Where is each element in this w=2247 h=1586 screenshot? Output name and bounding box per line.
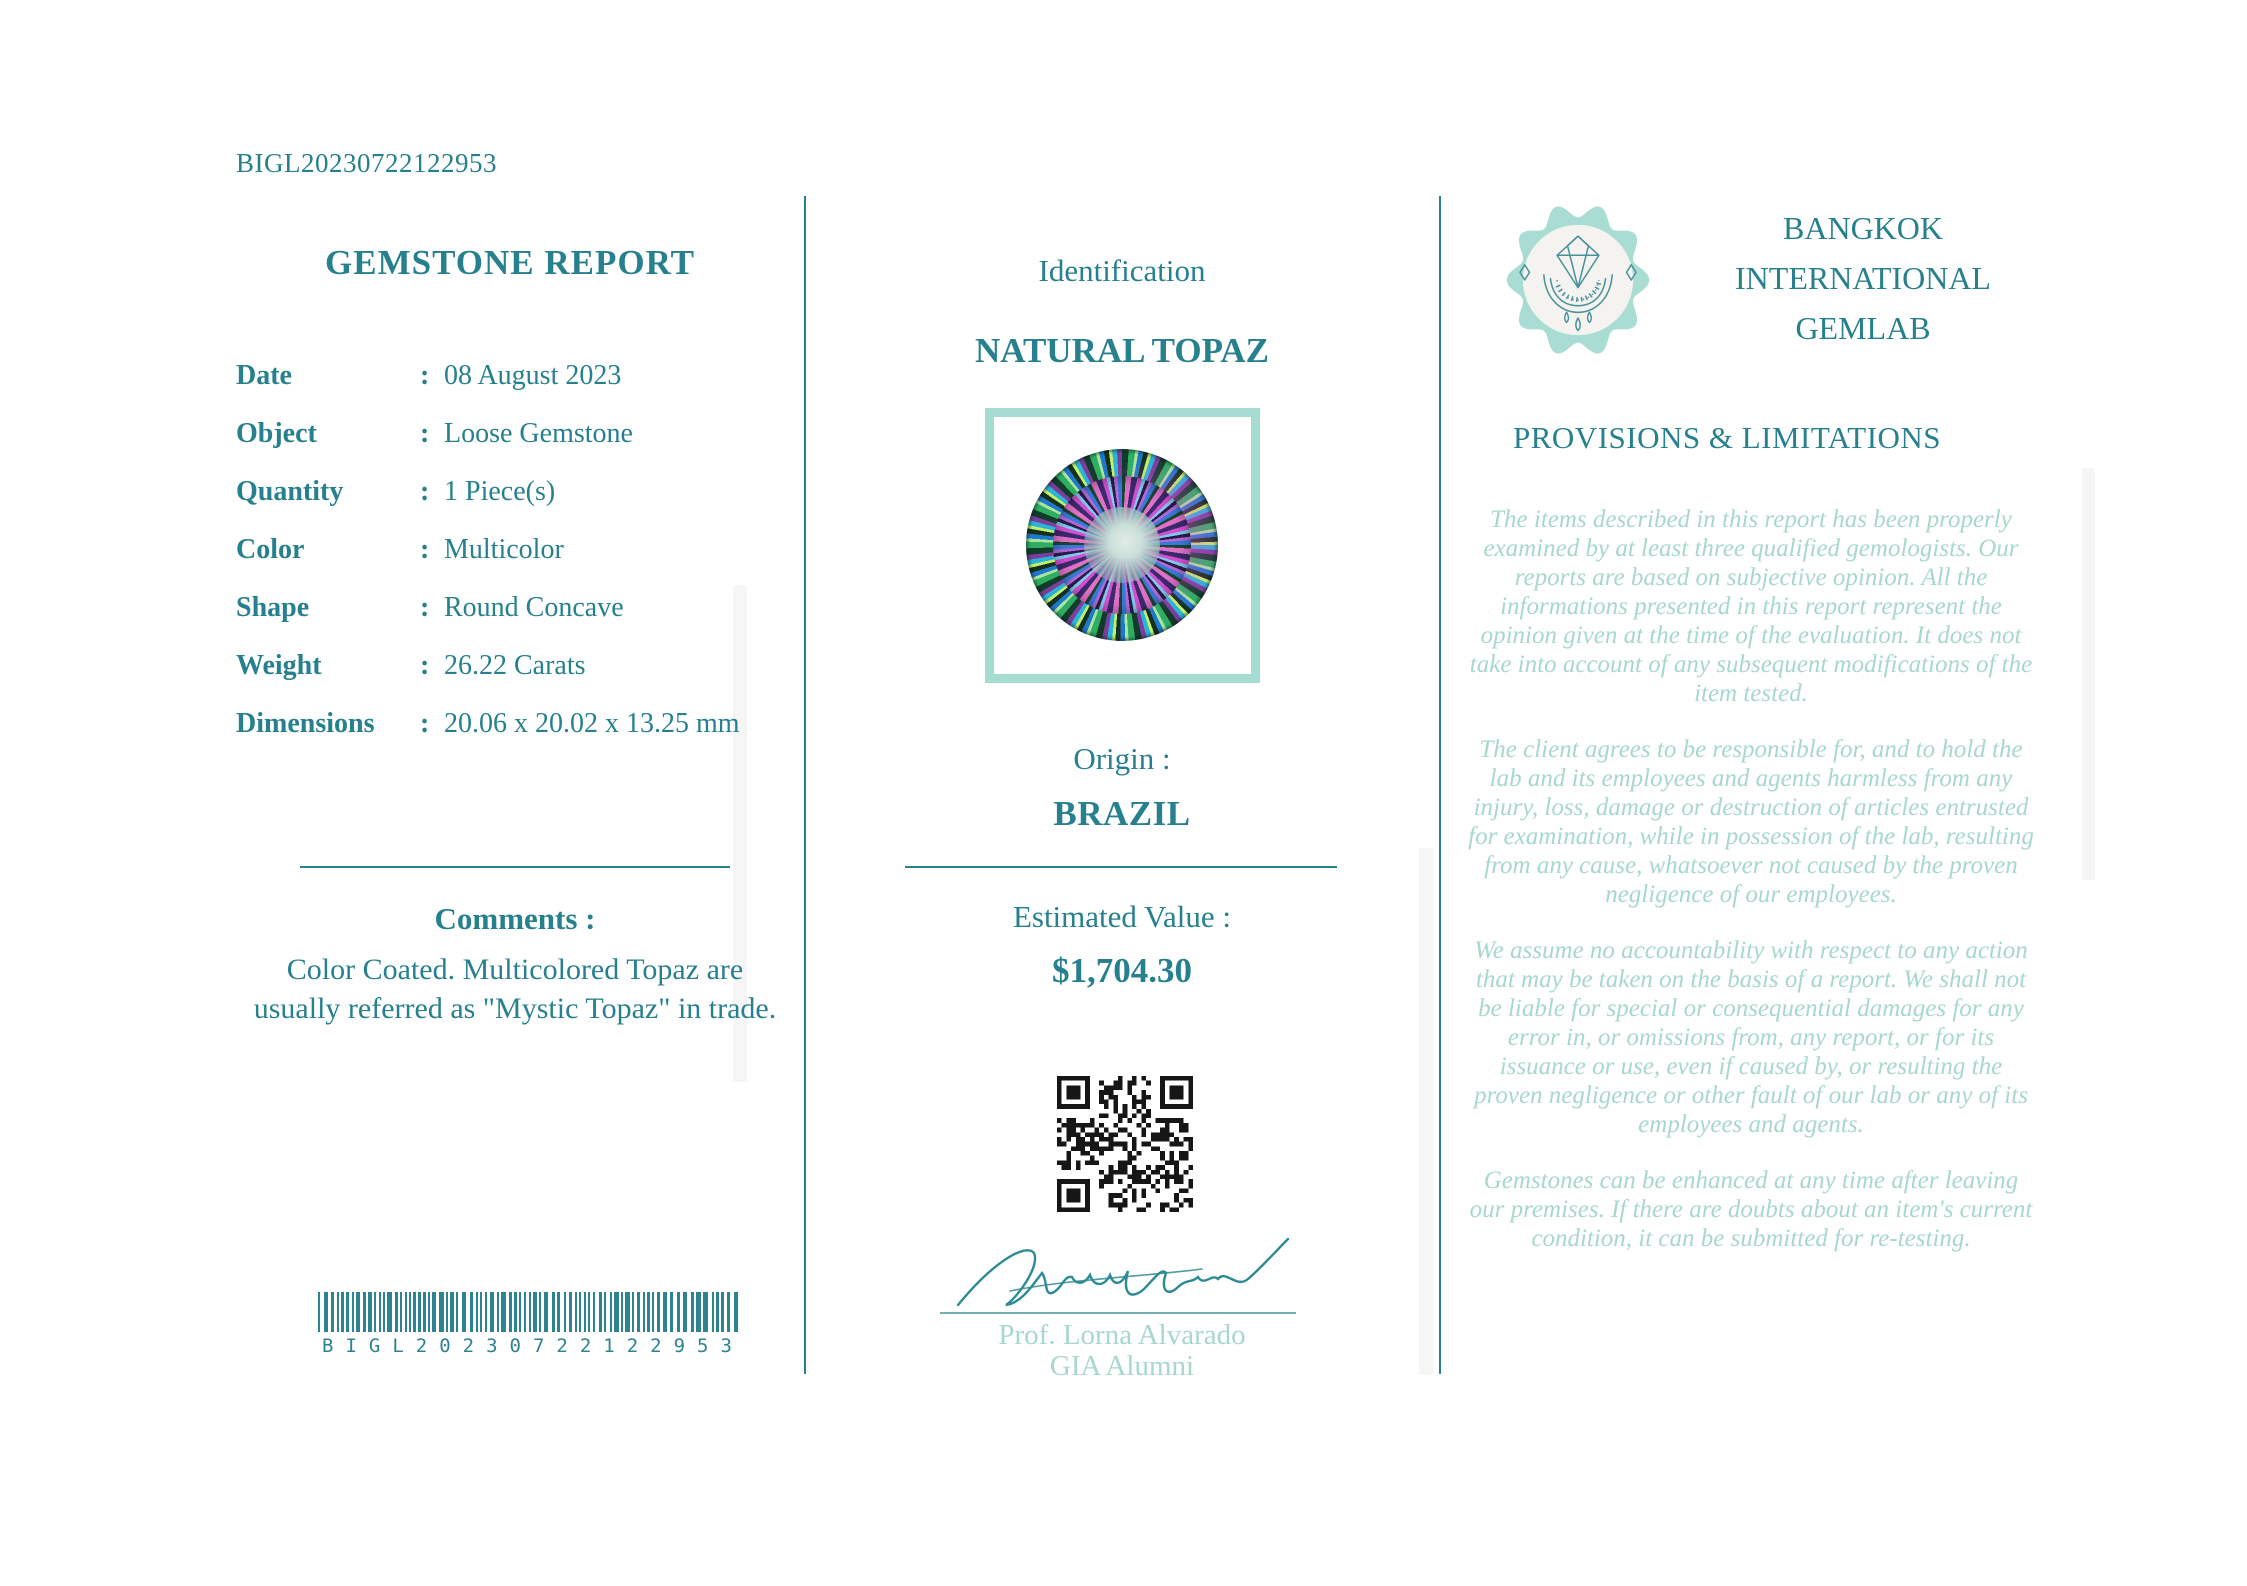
provisions-paragraph: Gemstones can be enhanced at any time after leaving our premises. If there are doubts about an item's current condition, it can be submitted for re-testing.: [1469, 1167, 2033, 1252]
field-label-quantity: Quantity: [236, 476, 344, 507]
provisions-paragraph: We assume no accountability with respect to any action that may be taken on the basis of a report. We shall not be liable for special or consequential damages for any error in, or omissions from, any report, or for its issuance or use, even if caused by, or resulting the proven negligence or other fault of our lab or any of its employees and agents.: [1474, 937, 2028, 1138]
column-divider-right: [1439, 196, 1441, 1374]
provisions-paragraphs: [1468, 505, 2034, 1280]
scan-shade-band: [2082, 468, 2095, 880]
table-row: [236, 708, 796, 740]
comments-title: Comments :: [434, 901, 596, 936]
barcode-bars: [318, 1292, 742, 1332]
lab-name-line: INTERNATIONAL: [1735, 260, 1991, 296]
identification-value: NATURAL TOPAZ: [975, 331, 1269, 370]
page-title: GEMSTONE REPORT: [325, 243, 695, 282]
barcode-label: BIGL20230722122953: [322, 1335, 744, 1357]
field-value-quantity: 1 Piece(s): [444, 476, 556, 507]
field-colon: :: [420, 650, 430, 681]
field-colon: :: [420, 360, 430, 391]
signature-divider: [940, 1312, 1296, 1314]
field-label-date: Date: [236, 360, 292, 391]
gemstone-photo: [1026, 449, 1218, 641]
barcode: [318, 1292, 742, 1357]
estimated-value-label: Estimated Value :: [1012, 899, 1232, 934]
field-colon: :: [420, 592, 430, 623]
gemlab-logo: [1500, 196, 1656, 364]
field-label-dimensions: Dimensions: [236, 708, 375, 739]
gem-details-table: [236, 360, 796, 766]
gemstone-photo-frame: [985, 408, 1260, 683]
provisions-paragraph: The items described in this report has been properly examined by at least three qualified gemologists. Our reports are based on subjective opinion. All the informations presented in this report represent the opinion given at the time of the evaluation. It does not take into account of any subsequent modifications of the item tested.: [1469, 506, 2033, 707]
lab-name-line: BANGKOK: [1783, 210, 1943, 246]
field-value-color: Multicolor: [444, 534, 564, 565]
qr-code: [1057, 1076, 1193, 1212]
field-colon: :: [420, 476, 430, 507]
table-row: [236, 534, 796, 566]
field-colon: :: [420, 708, 430, 739]
comments-divider: [300, 866, 730, 868]
field-value-dimensions: 20.06 x 20.02 x 13.25 mm: [444, 708, 740, 739]
table-row: [236, 650, 796, 682]
identification-label: Identification: [1038, 253, 1206, 288]
field-label-shape: Shape: [236, 592, 310, 623]
report-number: BIGL20230722122953: [236, 148, 497, 178]
field-value-object: Loose Gemstone: [444, 418, 633, 449]
field-value-weight: 26.22 Carats: [444, 650, 586, 681]
signature: [950, 1233, 1294, 1313]
provisions-title: PROVISIONS & LIMITATIONS: [1513, 420, 1942, 455]
field-label-weight: Weight: [236, 650, 322, 681]
field-colon: :: [420, 418, 430, 449]
signatory-title: GIA Alumni: [1049, 1350, 1195, 1382]
field-value-shape: Round Concave: [444, 592, 624, 623]
provisions-paragraph: The client agrees to be responsible for, and to hold the lab and its employees and agents harmless from any injury, loss, damage or destruction of articles entrusted for examination, while in possession of the lab, resulting from any cause, whatsoever not caused by the proven negligence of our employees.: [1468, 736, 2034, 908]
table-row: [236, 360, 796, 392]
field-label-object: Object: [236, 418, 317, 449]
table-row: [236, 592, 796, 624]
field-label-color: Color: [236, 534, 305, 565]
lab-name-line: GEMLAB: [1795, 310, 1931, 346]
origin-value: BRAZIL: [1053, 794, 1191, 833]
value-divider: [905, 866, 1337, 868]
comments-text: Color Coated. Multicolored Topaz are usually referred as "Mystic Topaz" in trade.: [253, 953, 777, 1025]
table-row: [236, 418, 796, 450]
lab-name: [1688, 203, 2038, 353]
table-row: [236, 476, 796, 508]
field-value-date: 08 August 2023: [444, 360, 622, 391]
column-divider-left: [804, 196, 806, 1374]
field-colon: :: [420, 534, 430, 565]
origin-label: Origin :: [1073, 741, 1171, 776]
gemstone-center-highlight: [1084, 507, 1160, 583]
estimated-value: $1,704.30: [1052, 951, 1192, 990]
signatory-name: Prof. Lorna Alvarado: [998, 1319, 1246, 1351]
